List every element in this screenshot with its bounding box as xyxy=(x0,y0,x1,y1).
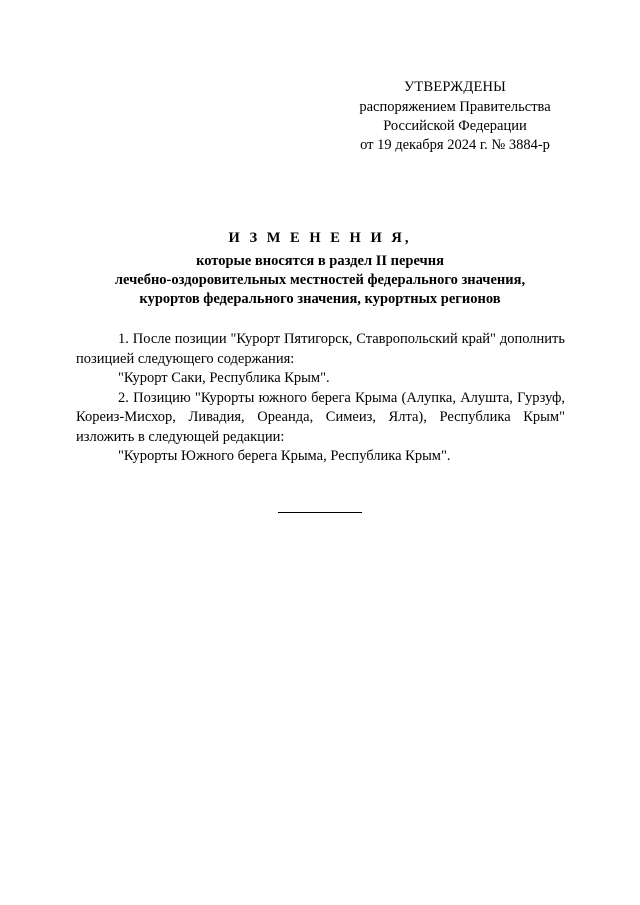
subtitle-line-3: курортов федерального значения, курортных регионов xyxy=(139,291,501,307)
paragraph-item-1: 1. После позиции "Курорт Пятигорск, Ставропольский край" дополнить позицией следующего содержания: xyxy=(76,331,565,367)
paragraph-quote-2: "Курорты Южного берега Крыма, Республика Крым". xyxy=(118,448,451,464)
approval-heading: УТВЕРЖДЕНЫ xyxy=(403,79,507,95)
subtitle-line-2: лечебно-оздоровительных местностей федерального значения, xyxy=(114,272,526,288)
paragraph-item-2: 2. Позицию "Курорты южного берега Крыма (Алупка, Алушта, Гурзуф, Кореиз-Мисхор, Ливадия, Ореанда, Симеиз, Ялта), Республика Крым" изложить в следующей редакции: xyxy=(76,389,565,445)
document-title: И З М Е Н Е Н И Я, xyxy=(228,230,412,246)
approval-line-1: распоряжением Правительства xyxy=(359,99,551,115)
approval-line-2: Российской Федерации xyxy=(383,118,527,134)
paragraph-quote-1: "Курорт Саки, Республика Крым". xyxy=(118,370,330,386)
document-title-block xyxy=(60,229,580,309)
subtitle-line-1: которые вносятся в раздел II перечня xyxy=(196,253,444,269)
approval-line-3: от 19 декабря 2024 г. № 3884-р xyxy=(360,137,550,153)
document-body xyxy=(76,330,565,467)
end-divider-line xyxy=(278,512,362,513)
document-subtitle xyxy=(60,252,580,309)
approval-stamp xyxy=(330,78,580,155)
